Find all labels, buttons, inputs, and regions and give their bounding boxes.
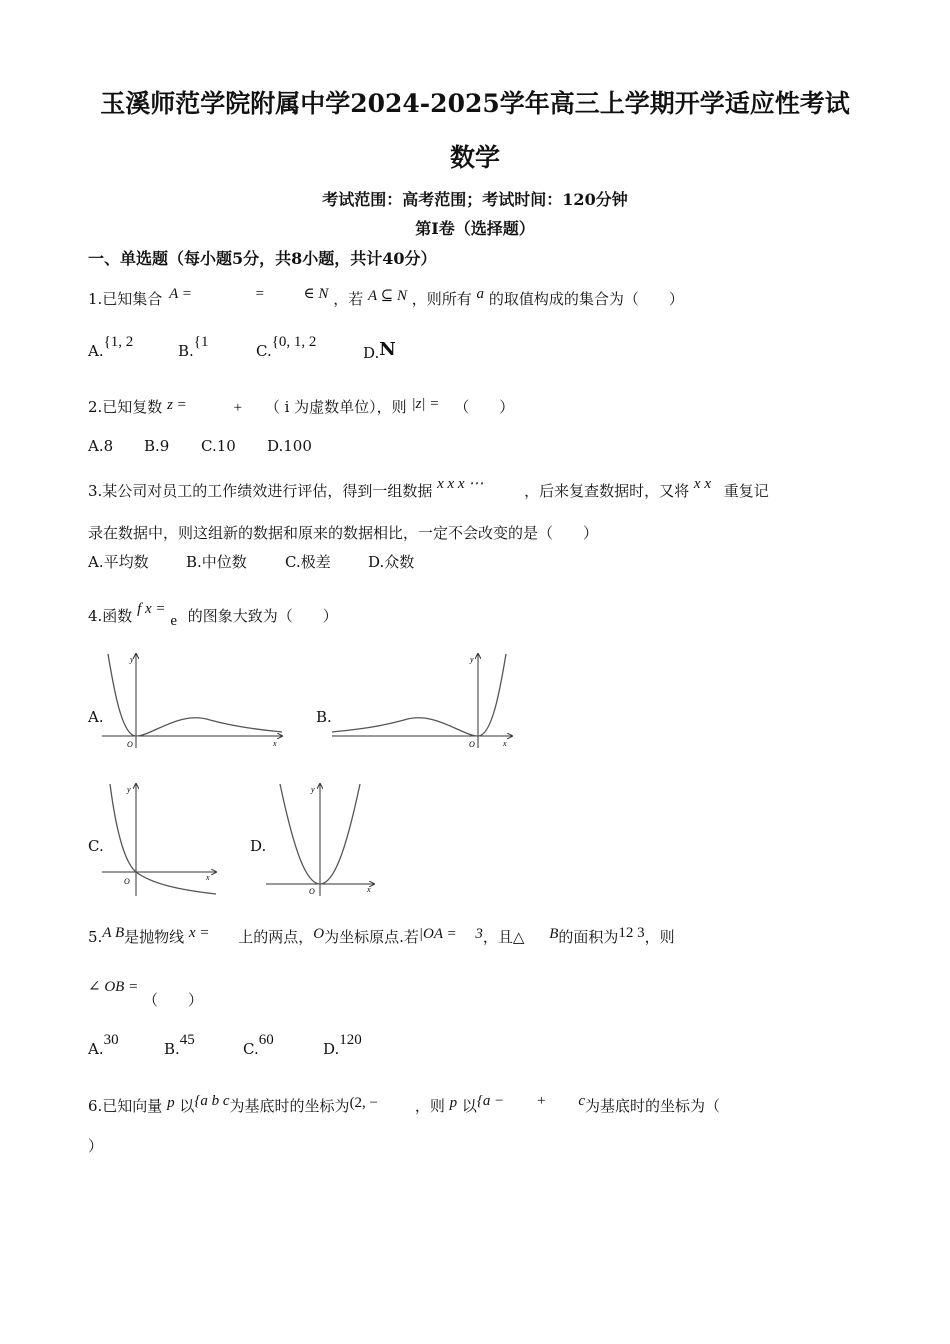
q5-stem-line2	[88, 975, 203, 1009]
option-value: 45	[179, 1032, 195, 1048]
option-label: B.	[178, 342, 194, 360]
q1-option-a[interactable]	[88, 334, 134, 361]
option-label: A.	[88, 1040, 104, 1058]
option-label: D.	[368, 553, 385, 571]
q5-math-6: B	[549, 926, 559, 942]
curve	[108, 654, 282, 736]
q4-option-a-label[interactable]: A.	[88, 708, 104, 726]
q1-math-5: a	[476, 286, 485, 302]
y-label: y	[130, 655, 134, 664]
option-label: A.	[88, 553, 104, 571]
option-value: N	[379, 339, 396, 360]
q3-option-c[interactable]	[285, 551, 331, 572]
option-label: C.	[285, 553, 301, 571]
q3-option-d[interactable]	[368, 551, 414, 572]
q6-text-4: ，则	[414, 1097, 445, 1115]
x-label: x	[206, 873, 210, 882]
q3-option-a[interactable]	[88, 551, 149, 572]
option-value: 9	[159, 437, 170, 455]
option-value: 100	[283, 437, 312, 455]
q6-math-3: (2, −	[349, 1095, 379, 1111]
q6-stem-line2: ）	[88, 1137, 104, 1155]
option-label: D.	[363, 344, 380, 362]
q2-text-3: （ ）	[454, 398, 515, 416]
q6-text-5: 以	[461, 1097, 477, 1115]
q4-option-b-label[interactable]: B.	[316, 708, 332, 726]
q1-option-b[interactable]	[178, 334, 209, 361]
option-label: B.	[144, 437, 160, 455]
option-label: D.	[267, 437, 284, 455]
q2-option-c[interactable]	[201, 437, 236, 455]
q4-stem	[88, 601, 338, 629]
option-value: 中位数	[201, 553, 247, 571]
q3-option-b[interactable]	[186, 551, 247, 572]
q3-stem-line2: 录在数据中，则这组新的数据和原来的数据相比，一定不会改变的是（ ）	[88, 524, 599, 542]
q1-math-1: A =	[169, 286, 192, 302]
q6-text-2: 以	[179, 1097, 195, 1115]
q1-text-3: ，则所有	[411, 290, 472, 308]
q4-text-2: 的图象大致为（ ）	[187, 607, 338, 625]
q6-math-4: p	[449, 1095, 458, 1111]
q2-text-1: 2.已知复数	[88, 398, 163, 416]
option-value: {1	[193, 334, 209, 350]
q1-math-2: =	[254, 286, 265, 302]
q5-math-3: O	[313, 926, 325, 942]
q6-text-3: 为基底时的坐标为	[229, 1097, 350, 1115]
option-label: A.	[88, 437, 104, 455]
q4-graph-b[interactable]	[330, 650, 520, 750]
option-label: C.	[256, 342, 272, 360]
q2-text-2: （ i 为虚数单位），则	[264, 398, 407, 416]
q5-text-4: ，且△	[482, 928, 525, 946]
q5-math-2: x =	[188, 925, 210, 941]
q5-option-d[interactable]	[323, 1032, 362, 1059]
option-label: B.	[164, 1040, 180, 1058]
q6-stem	[88, 1095, 720, 1116]
q1-text-4: 的取值构成的集合为（ ）	[488, 290, 684, 308]
q4-math-2: e	[170, 613, 177, 629]
subject-title: 数学	[449, 143, 500, 172]
q5-math-8: ∠ OB =	[88, 979, 139, 995]
option-value: 极差	[300, 553, 331, 571]
q3-text-2: ，后来复查数据时，又将	[524, 482, 690, 500]
q5-text-3: 为坐标原点.若	[324, 928, 419, 946]
option-value: {0, 1, 2	[271, 334, 317, 350]
q4-graph-a[interactable]	[100, 650, 290, 750]
q1-text-1: 1.已知集合	[88, 290, 163, 308]
q3-text-3: 重复记	[723, 482, 769, 500]
q1-math-4: A ⊆ N	[367, 288, 407, 304]
q5-text-6: ，则	[644, 928, 675, 946]
y-label: y	[470, 655, 474, 664]
q5-math-5: 3	[475, 926, 483, 942]
q5-option-a[interactable]	[88, 1032, 119, 1059]
option-value: 平均数	[103, 553, 149, 571]
option-label: A.	[88, 342, 104, 360]
q6-math-5: {a −	[476, 1093, 505, 1109]
q5-option-b[interactable]	[164, 1032, 195, 1059]
q4-graph-d[interactable]	[264, 780, 379, 898]
q2-stem	[88, 396, 514, 417]
q2-option-d[interactable]	[267, 437, 312, 455]
option-value: 10	[216, 437, 236, 455]
option-label: D.	[323, 1040, 340, 1058]
q1-option-d[interactable]	[363, 339, 396, 363]
q6-math-1: p	[167, 1095, 175, 1111]
q1-option-c[interactable]	[256, 334, 317, 361]
origin-label: O	[309, 887, 315, 896]
x-label: x	[503, 739, 507, 748]
q4-text-1: 4.函数	[88, 607, 133, 625]
option-label: B.	[186, 553, 202, 571]
q4-option-d-label[interactable]: D.	[250, 837, 267, 855]
q3-math-1: x x x ⋯	[437, 476, 484, 492]
q6-text-6: 为基底时的坐标为（	[584, 1097, 720, 1115]
q5-math-7: 12 3	[618, 925, 645, 941]
origin-label: O	[127, 740, 133, 749]
y-label: y	[127, 785, 131, 794]
x-label: x	[273, 739, 277, 748]
q5-text-2: 上的两点，	[238, 928, 314, 946]
volume-title: 第I卷（选择题）	[415, 219, 535, 238]
option-label: C.	[243, 1040, 259, 1058]
q5-text-7: （ ）	[142, 991, 203, 1009]
option-label: C.	[201, 437, 217, 455]
q1-text-2: ，若	[333, 290, 364, 308]
q5-text-5: 的面积为	[558, 928, 619, 946]
q2-option-b[interactable]	[144, 437, 169, 455]
q2-option-a[interactable]	[88, 437, 113, 455]
origin-label: O	[469, 740, 475, 749]
q3-stem	[88, 476, 769, 501]
option-value: 30	[103, 1032, 119, 1048]
q3-text-1: 3.某公司对员工的工作绩效进行评估，得到一组数据	[88, 482, 433, 500]
option-value: 8	[103, 437, 114, 455]
q2-math-3: |z| =	[411, 396, 440, 412]
q6-text-1: 6.已知向量	[88, 1097, 163, 1115]
q4-graph-c[interactable]	[100, 780, 220, 898]
q2-math-2: +	[233, 400, 243, 416]
section-title: 一、单选题（每小题5分，共8小题，共计40分）	[88, 249, 437, 268]
exam-title: 玉溪师范学院附属中学2024-2025学年高三上学期开学适应性考试	[100, 89, 850, 118]
q5-math-4: |OA =	[418, 926, 457, 942]
q5-math-1: A B	[102, 925, 125, 941]
q5-text-1: 是抛物线	[124, 928, 185, 946]
q6-math-6: +	[537, 1093, 546, 1109]
option-value: 60	[258, 1032, 274, 1048]
option-value: 120	[339, 1032, 362, 1048]
q4-math-1: f x =	[137, 601, 166, 617]
q1-math-3: ∈ N	[303, 286, 329, 302]
q1-stem	[88, 288, 684, 309]
q5-option-c[interactable]	[243, 1032, 274, 1059]
curve	[332, 654, 506, 736]
x-label: x	[367, 885, 371, 894]
origin-label: O	[124, 877, 130, 886]
q6-math-7: c	[578, 1093, 585, 1109]
q2-math-1: z =	[167, 397, 187, 413]
q5-text-0: 5.	[88, 928, 103, 946]
q6-math-2: {a b c	[194, 1093, 230, 1109]
q4-option-c-label[interactable]: C.	[88, 837, 104, 855]
y-label: y	[311, 785, 315, 794]
q3-math-2: x x	[693, 476, 711, 492]
option-value: 众数	[384, 553, 415, 571]
q5-stem	[88, 926, 675, 947]
exam-info: 考试范围：高考范围；考试时间：120分钟	[322, 190, 628, 209]
option-value: {1, 2	[103, 334, 134, 350]
